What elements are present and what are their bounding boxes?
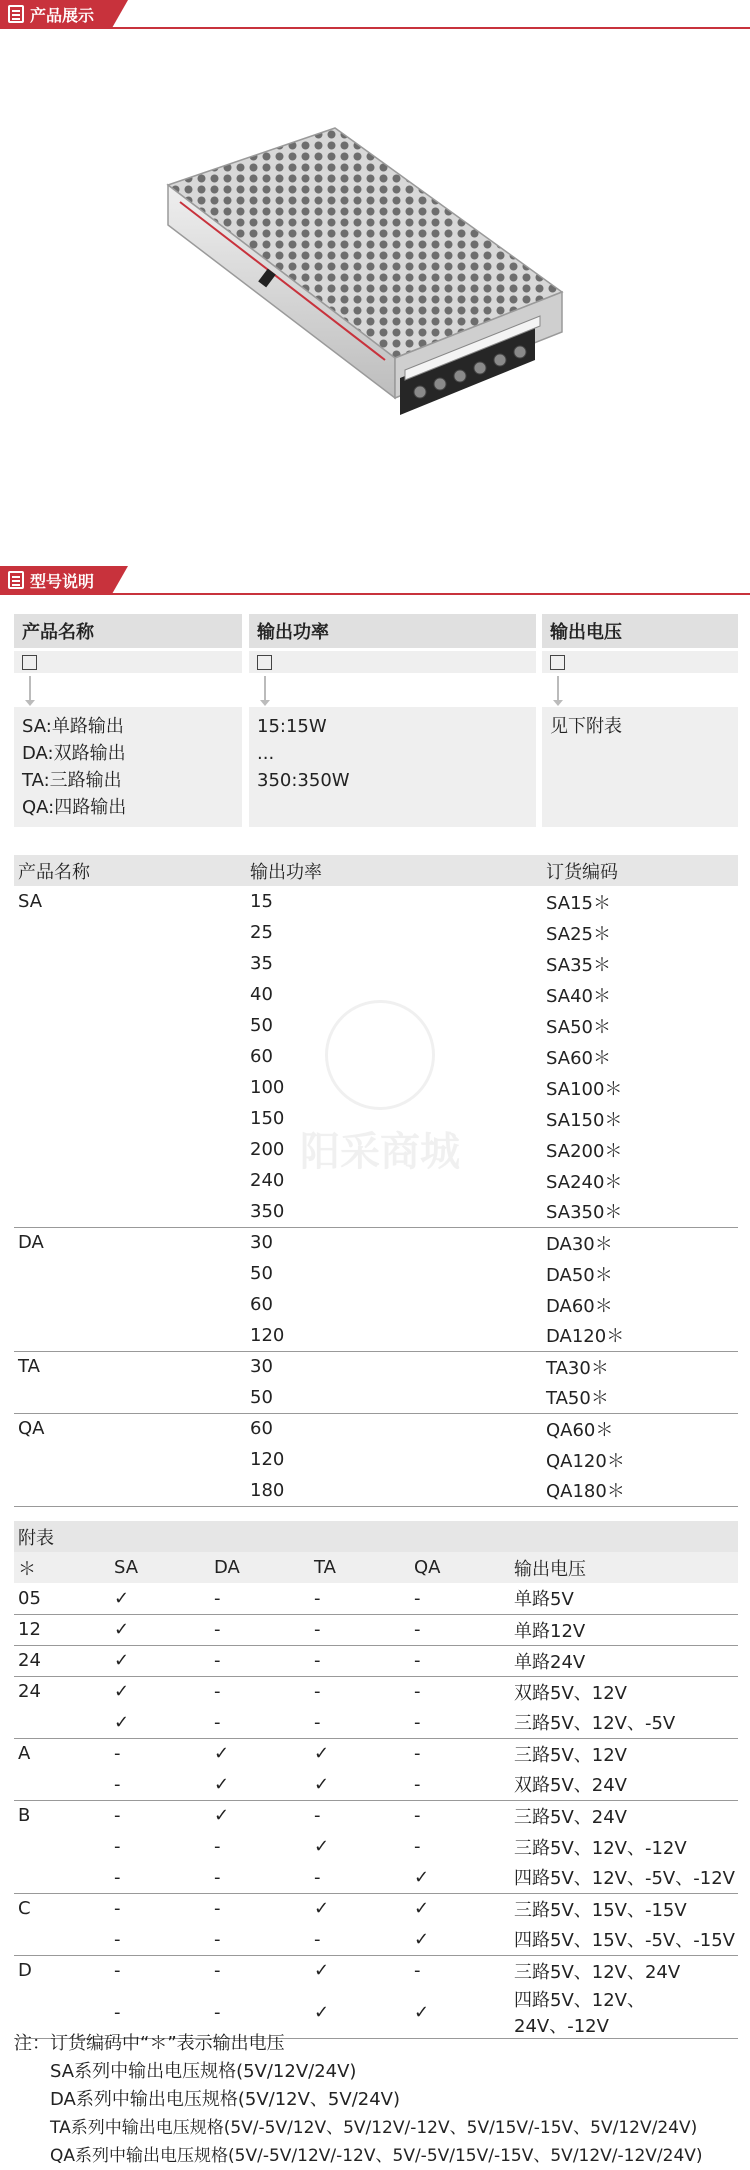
qa-cell: - [414, 1681, 421, 1703]
voltage-cell: 三路5V、12V、24V [514, 1961, 681, 1983]
model-desc: 见下附表 [542, 707, 738, 827]
order-code-cell: SA350＊ [542, 1196, 738, 1227]
power-cell: 240 [250, 1170, 285, 1191]
ta-cell: - [314, 1805, 321, 1827]
order-code-cell: SA200＊ [546, 1140, 623, 1162]
product-name-cell: SA [18, 891, 43, 912]
note-line: TA系列中输出电压规格(5V/-5V/12V、5V/12V/-12V、5V/15V/-15V、5V/12V/24V) [50, 2118, 698, 2138]
da-cell: - [210, 1862, 310, 1893]
order-code-cell: QA180＊ [542, 1475, 738, 1506]
code-cell [14, 1769, 110, 1800]
da-cell: - [214, 1960, 221, 1982]
section-header-model [0, 566, 750, 596]
product-name-cell [14, 1320, 246, 1351]
table-header: DA [210, 1552, 310, 1583]
ta-cell: - [310, 1614, 410, 1645]
qa-cell: ✓ [410, 1862, 510, 1893]
table-header: QA [410, 1552, 510, 1583]
ta-cell: ✓ [314, 1898, 330, 1920]
sa-cell: - [110, 1862, 210, 1893]
product-name-cell [14, 1041, 246, 1072]
model-desc: SA:单路输出 DA:双路输出 TA:三路输出 QA:四路输出 [14, 707, 242, 827]
ta-cell: - [310, 1707, 410, 1738]
sa-cell: ✓ [110, 1614, 210, 1645]
table-caption: 附表 [14, 1521, 738, 1552]
product-name-cell [14, 1103, 246, 1134]
order-code-cell: SA150＊ [546, 1109, 623, 1131]
power-cell: 30 [250, 1232, 273, 1254]
table-row [14, 917, 738, 948]
voltage-cell: 双路5V、24V [510, 1769, 738, 1800]
product-name-cell: TA [18, 1356, 40, 1378]
power-cell: 60 [250, 1294, 273, 1315]
da-cell: - [210, 1614, 310, 1645]
power-supply-illustration [0, 30, 750, 570]
power-cell: 120 [246, 1320, 542, 1351]
power-cell: 180 [246, 1475, 542, 1506]
voltage-cell: 四路5V、12V、-5V、-12V [510, 1862, 738, 1893]
voltage-cell: 四路5V、15V、-5V、-15V [510, 1924, 738, 1955]
table-header: 订货编码 [542, 855, 738, 886]
qa-cell: - [410, 1707, 510, 1738]
table-row [14, 1258, 738, 1289]
code-cell: B [18, 1805, 31, 1827]
order-code-cell: SA40＊ [546, 985, 611, 1007]
table-row [14, 1800, 738, 1831]
table-row [14, 1413, 738, 1444]
code-cell [14, 1831, 110, 1862]
table-row [14, 1707, 738, 1738]
code-cell [14, 1707, 110, 1738]
power-cell: 40 [250, 984, 273, 1005]
ta-cell: ✓ [310, 1986, 410, 2039]
notes [14, 2030, 703, 2170]
ta-cell: - [314, 1681, 321, 1703]
order-code-cell: QA120＊ [546, 1450, 625, 1472]
table-row [14, 1614, 738, 1645]
qa-cell: - [414, 1743, 421, 1765]
voltage-cell: 单路12V [510, 1614, 738, 1645]
model-header: 输出电压 [542, 614, 738, 648]
power-cell: 150 [250, 1108, 285, 1129]
qa-cell: - [410, 1583, 510, 1614]
power-cell: 35 [250, 953, 273, 974]
ta-cell: - [310, 1583, 410, 1614]
table-row [14, 1738, 738, 1769]
sa-cell: ✓ [110, 1645, 210, 1676]
table-row [14, 1196, 738, 1227]
appendix-table [14, 1521, 738, 2039]
order-code-table [14, 855, 738, 1507]
qa-cell: - [410, 1769, 510, 1800]
da-cell: ✓ [210, 1769, 310, 1800]
power-cell: 50 [246, 1382, 542, 1413]
note-line: 注：订货编码中“＊”表示输出电压 [14, 2033, 285, 2054]
placeholder-box [14, 651, 242, 673]
qa-cell: - [410, 1645, 510, 1676]
product-name-cell: DA [18, 1232, 44, 1254]
ta-cell: - [310, 1924, 410, 1955]
table-row [14, 1227, 738, 1258]
power-cell: 30 [250, 1356, 273, 1378]
order-code-cell: SA60＊ [546, 1047, 611, 1069]
da-cell: - [210, 1583, 310, 1614]
arrow-down-icon [557, 676, 559, 702]
ta-cell: - [310, 1862, 410, 1893]
voltage-cell: 三路5V、12V、-12V [514, 1837, 687, 1859]
section-title: 型号说明 [30, 571, 95, 591]
table-header-row [14, 1552, 738, 1583]
table-header: 输出功率 [246, 855, 542, 886]
order-code-cell: SA100＊ [546, 1078, 623, 1100]
sa-cell: - [114, 1960, 121, 1982]
power-cell: 50 [250, 1263, 273, 1284]
ta-cell: ✓ [314, 1743, 330, 1765]
note-line: SA系列中输出电压规格(5V/12V/24V) [50, 2061, 357, 2082]
sa-cell: - [114, 1898, 121, 1920]
da-cell: - [214, 1681, 221, 1703]
sa-cell: ✓ [110, 1583, 210, 1614]
table-row [14, 948, 738, 979]
document-icon [8, 5, 24, 23]
table-row [14, 1382, 738, 1413]
product-name-cell [14, 917, 246, 948]
sa-cell: - [110, 1924, 210, 1955]
product-name-cell [14, 1165, 246, 1196]
table-header: 输出电压 [510, 1552, 738, 1583]
product-name-cell [14, 1196, 246, 1227]
note-line: QA系列中输出电压规格(5V/-5V/12V/-12V、5V/-5V/15V/-15V、5V/12V/-12V/24V) [50, 2146, 703, 2166]
table-header: TA [310, 1552, 410, 1583]
table-row [14, 1289, 738, 1320]
product-image [0, 30, 750, 570]
sa-cell: - [114, 1743, 121, 1765]
table-row [14, 1769, 738, 1800]
power-cell: 60 [250, 1418, 273, 1440]
qa-cell: - [410, 1614, 510, 1645]
table-header-row [14, 855, 738, 886]
product-name-cell: QA [18, 1418, 45, 1440]
arrow-down-icon [264, 676, 266, 702]
table-row [14, 1893, 738, 1924]
qa-cell: - [414, 1805, 421, 1827]
watermark: 阳采商城 [280, 1000, 480, 1177]
order-code-cell: DA50＊ [546, 1264, 613, 1286]
qa-cell: - [414, 1836, 421, 1857]
ta-cell: - [310, 1645, 410, 1676]
voltage-cell: 三路5V、12V、-5V [510, 1707, 738, 1738]
da-cell: - [210, 1924, 310, 1955]
da-cell: - [214, 1836, 221, 1857]
product-name-cell [14, 1072, 246, 1103]
da-cell: - [210, 1645, 310, 1676]
table-row [14, 1320, 738, 1351]
product-name-cell [14, 1444, 246, 1475]
placeholder-box [249, 651, 536, 673]
order-code-cell: QA60＊ [546, 1419, 614, 1441]
table-row [14, 886, 738, 917]
voltage-cell: 三路5V、15V、-15V [514, 1899, 687, 1921]
power-cell: 25 [250, 922, 273, 943]
table-row [14, 1676, 738, 1707]
sa-cell: - [110, 1769, 210, 1800]
code-cell: 05 [14, 1583, 110, 1614]
table-caption-row [14, 1521, 738, 1552]
model-desc: 15:15W ... 350:350W [249, 707, 536, 827]
order-code-cell: DA60＊ [546, 1295, 613, 1317]
product-name-cell [14, 1134, 246, 1165]
table-row [14, 1444, 738, 1475]
order-code-cell: DA120＊ [542, 1320, 738, 1351]
order-code-cell: DA30＊ [546, 1233, 613, 1255]
table-row [14, 1955, 738, 1986]
da-cell: ✓ [214, 1743, 230, 1765]
note-line: DA系列中输出电压规格(5V/12V、5V/24V) [50, 2089, 400, 2110]
code-cell: 24 [14, 1645, 110, 1676]
order-code-cell: SA240＊ [546, 1171, 623, 1193]
table-row [14, 1645, 738, 1676]
ta-cell: ✓ [314, 1836, 330, 1857]
voltage-cell: 双路5V、12V [514, 1682, 627, 1704]
table-row [14, 1351, 738, 1382]
code-cell [14, 1862, 110, 1893]
code-cell: A [18, 1743, 31, 1765]
product-name-cell [14, 948, 246, 979]
da-cell: ✓ [214, 1805, 230, 1827]
document-icon [8, 571, 24, 589]
product-name-cell [14, 979, 246, 1010]
sa-cell: - [114, 1805, 121, 1827]
power-cell: 350 [246, 1196, 542, 1227]
code-cell: D [18, 1960, 32, 1982]
voltage-cell: 单路5V [510, 1583, 738, 1614]
code-cell: 24 [18, 1681, 41, 1703]
power-cell: 120 [250, 1449, 285, 1470]
power-cell: 60 [250, 1046, 273, 1067]
product-name-cell [14, 1475, 246, 1506]
voltage-cell: 四路5V、12V、24V、-12V [510, 1986, 738, 2039]
table-row [14, 1831, 738, 1862]
table-row [14, 1475, 738, 1506]
product-name-cell [14, 1258, 246, 1289]
code-cell: C [18, 1898, 31, 1920]
arrow-down-icon [29, 676, 31, 702]
voltage-cell: 单路24V [510, 1645, 738, 1676]
power-cell: 200 [250, 1139, 285, 1160]
product-name-cell [14, 1289, 246, 1320]
power-cell: 100 [250, 1077, 285, 1098]
product-name-cell [14, 1382, 246, 1413]
ta-cell: ✓ [314, 1960, 330, 1982]
code-cell [14, 1924, 110, 1955]
section-header-product [0, 0, 750, 30]
code-cell: 12 [14, 1614, 110, 1645]
product-name-cell [14, 1010, 246, 1041]
order-code-cell: TA50＊ [542, 1382, 738, 1413]
section-title: 产品展示 [30, 5, 95, 25]
sa-cell: - [114, 1836, 121, 1857]
voltage-cell: 三路5V、24V [514, 1806, 627, 1828]
sa-cell: ✓ [114, 1681, 130, 1703]
sa-cell: ✓ [110, 1707, 210, 1738]
qa-cell: ✓ [410, 1924, 510, 1955]
ta-cell: ✓ [310, 1769, 410, 1800]
order-code-cell: TA30＊ [546, 1357, 609, 1379]
order-code-cell: SA50＊ [546, 1016, 611, 1038]
table-header: ＊ [14, 1552, 110, 1583]
order-code-cell: SA15＊ [546, 892, 611, 914]
sa-cell: - [110, 1986, 210, 2039]
qa-cell: - [414, 1960, 421, 1982]
qa-cell: ✓ [414, 1898, 430, 1920]
order-code-cell: SA35＊ [546, 954, 611, 976]
placeholder-box [542, 651, 738, 673]
da-cell: - [214, 1898, 221, 1920]
model-header: 产品名称 [14, 614, 242, 648]
model-header: 输出功率 [249, 614, 536, 648]
order-code-cell: SA25＊ [546, 923, 611, 945]
table-row [14, 1924, 738, 1955]
power-cell: 15 [250, 891, 273, 912]
table-header: SA [110, 1552, 210, 1583]
da-cell: - [210, 1707, 310, 1738]
table-row [14, 1862, 738, 1893]
table-row [14, 1583, 738, 1614]
voltage-cell: 三路5V、12V [514, 1744, 627, 1766]
qa-cell: ✓ [410, 1986, 510, 2039]
da-cell: - [210, 1986, 310, 2039]
watermark-logo-icon [325, 1000, 435, 1110]
power-cell: 50 [250, 1015, 273, 1036]
table-header: 产品名称 [14, 855, 246, 886]
